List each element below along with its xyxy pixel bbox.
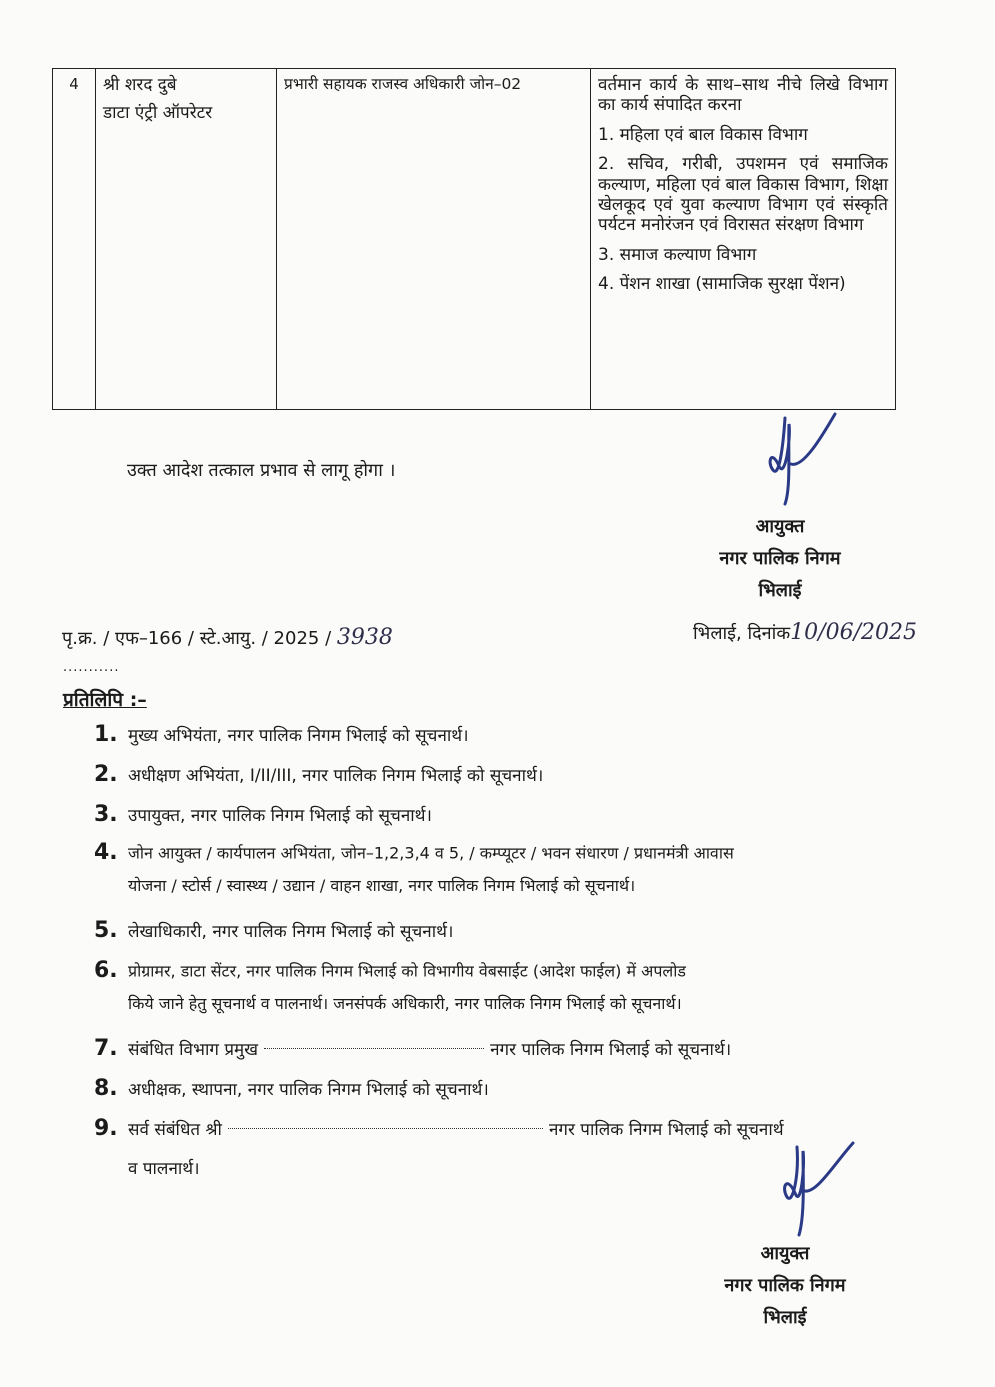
table-row [53, 69, 896, 410]
work-item: 2. सचिव, गरीबी, उपशमन एवं समाजिक कल्याण, महिला एवं बाल विकास विभाग, शिक्षा खेलकूद एवं युवा कल्याण विभाग एवं संस्कृति पर्यटन मनोरंजन एवं विरासत संरक्षण विभाग [598, 154, 888, 236]
order-effect-note: उक्त आदेश तत्काल प्रभाव से लागू होगा । [127, 460, 396, 481]
list-item-number: 2. [94, 762, 118, 787]
list-item-number: 5. [94, 918, 118, 943]
list-item-number: 9. [94, 1116, 118, 1141]
signatory-place: भिलाई [763, 1307, 807, 1328]
work-intro: वर्तमान कार्य के साथ–साथ नीचे लिखे विभाग का कार्य संपादित करना [598, 75, 888, 116]
list-item [94, 918, 894, 943]
list-item-text: लेखाधिकारी, नगर पालिक निगम भिलाई को सूचनार्थ। [128, 922, 454, 942]
signatory-title: आयुक्त [755, 516, 805, 537]
serial-number-cell: 4 [53, 69, 96, 410]
list-item-text: नगर पालिक निगम भिलाई को सूचनार्थ। [490, 1040, 732, 1060]
list-item-number: 8. [94, 1076, 118, 1101]
list-item-text: प्रोग्रामर, डाटा सेंटर, नगर पालिक निगम भिलाई को विभागीय वेबसाईट (आदेश फाईल) में अपलोड [128, 961, 686, 981]
list-item [94, 840, 894, 895]
list-item-continuation: योजना / स्टोर्स / स्वास्थ्य / उद्यान / वाहन शाखा, नगर पालिक निगम भिलाई को सूचनार्थ। [128, 876, 636, 895]
place-date-label: भिलाई, दिनांक [693, 623, 791, 644]
list-item [94, 1076, 894, 1101]
list-item [94, 1116, 894, 1179]
list-item-continuation: किये जाने हेतु सूचनार्थ व पालनार्थ। जनसंपर्क अधिकारी, नगर पालिक निगम भिलाई को सूचनार्थ। [128, 994, 682, 1013]
list-item-text: उपायुक्त, नगर पालिक निगम भिलाई को सूचनार्थ। [128, 806, 432, 826]
reference-number-handwritten: 3938 [336, 625, 393, 650]
list-item-number: 7. [94, 1036, 118, 1061]
employee-designation: डाटा एंट्री ऑपरेटर [103, 103, 213, 124]
list-item-number: 6. [94, 958, 118, 983]
work-item: 4. पेंशन शाखा (सामाजिक सुरक्षा पेंशन) [598, 274, 846, 295]
list-item-text: संबंधित विभाग प्रमुख [128, 1040, 259, 1060]
assigned-post-cell: प्रभारी सहायक राजस्व अधिकारी जोन–02 [277, 69, 591, 410]
fill-in-blank [264, 1048, 484, 1049]
list-item-text: नगर पालिक निगम भिलाई को सूचनार्थ [548, 1120, 784, 1140]
list-item-text: अधीक्षण अभियंता, I/II/III, नगर पालिक निगम भिलाई को सूचनार्थ। [128, 766, 544, 786]
reference-number: पृ.क्र. / एफ–166 / स्टे.आयु. / 2025 / [62, 628, 332, 649]
employee-name: श्री शरद दुबे [103, 75, 177, 95]
list-item-text: सर्व संबंधित श्री [128, 1120, 222, 1140]
copy-heading: प्रतिलिपि :– [63, 689, 147, 711]
signature-block-1 [690, 511, 870, 607]
work-description-cell [591, 69, 896, 410]
signature-2-scribble [775, 1135, 865, 1245]
list-item-continuation: व पालनार्थ। [128, 1159, 200, 1179]
list-item [94, 762, 894, 787]
list-item-number: 1. [94, 722, 118, 747]
fill-in-blank [228, 1128, 543, 1129]
signatory-place: भिलाई [758, 580, 802, 601]
date-handwritten: 10/06/2025 [790, 620, 917, 645]
signature-1-scribble [755, 408, 845, 518]
list-item [94, 802, 894, 827]
list-item [94, 1036, 894, 1061]
signatory-title: आयुक्त [760, 1243, 810, 1264]
list-item-text: जोन आयुक्त / कार्यपालन अभियंता, जोन–1,2,3,4 व 5, / कम्प्यूटर / भवन संधारण / प्रधानमंत्री आवास [128, 843, 734, 863]
signatory-office: नगर पालिक निगम [719, 548, 841, 569]
list-item-number: 4. [94, 840, 118, 865]
employee-name-cell [96, 69, 277, 410]
list-item [94, 722, 894, 747]
reference-line [62, 625, 393, 650]
list-item-number: 3. [94, 802, 118, 827]
signatory-office: नगर पालिक निगम [724, 1275, 846, 1296]
list-item-text: मुख्य अभियंता, नगर पालिक निगम भिलाई को सूचनार्थ। [128, 726, 469, 746]
signature-block-2 [695, 1238, 875, 1334]
list-item-text: अधीक्षक, स्थापना, नगर पालिक निगम भिलाई को सूचनार्थ। [128, 1080, 489, 1100]
order-table [52, 68, 896, 410]
work-item: 1. महिला एवं बाल विकास विभाग [598, 124, 808, 145]
place-date-line [693, 620, 917, 645]
reference-dots: ........... [63, 660, 120, 675]
work-item: 3. समाज कल्याण विभाग [598, 244, 757, 265]
list-item [94, 958, 894, 1013]
